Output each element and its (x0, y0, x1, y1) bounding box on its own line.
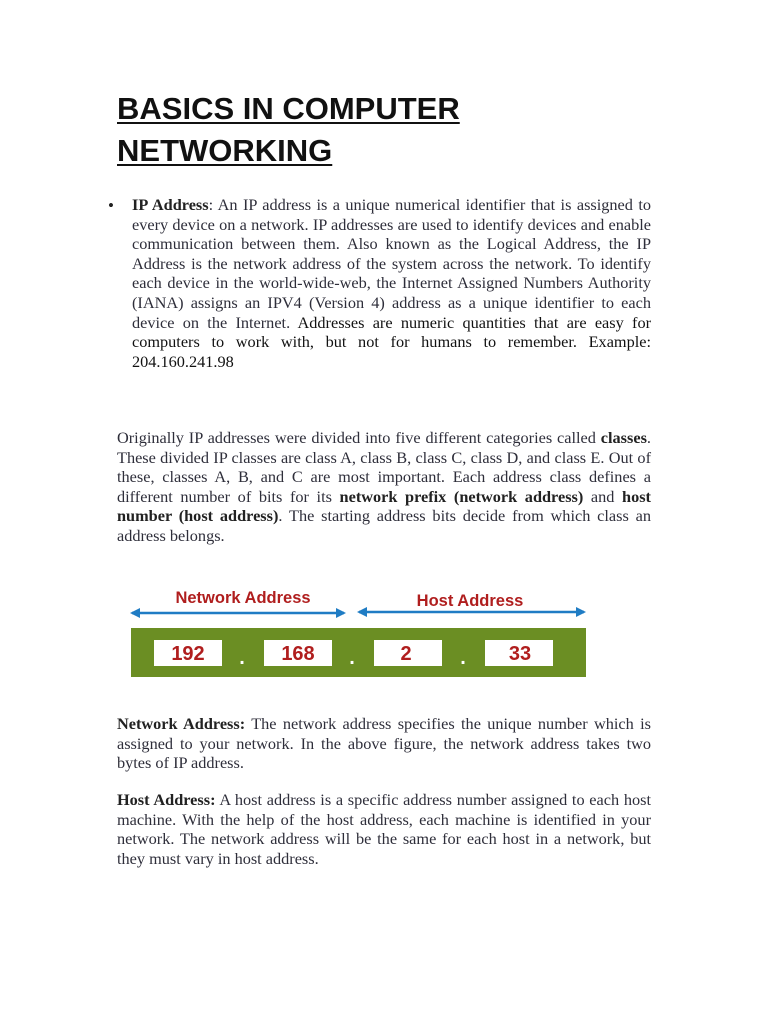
octet-separator: . (349, 647, 355, 669)
octet-value: 168 (281, 643, 315, 665)
page-title-line-1: BASICS IN COMPUTER (117, 91, 460, 126)
network-address-paragraph (117, 714, 651, 773)
host-address-text: A host address is a specific address number assigned to each host machine. With the help of the host address, each machine is identified in your network. The network address will be the same for each host in a network, but they must vary in host address. (117, 790, 651, 868)
network-address-term: Network Address: (117, 714, 246, 733)
page-title-line-2: NETWORKING (117, 133, 333, 168)
bullet-icon: • (108, 196, 114, 215)
classes-term: classes (600, 428, 647, 447)
host-number-term: host number (host address) (117, 486, 651, 526)
ip-address-figure (128, 582, 588, 680)
ip-address-text-2: Addresses are numeric quantities that are easy for computers to work with, but not for humans to remember. Example: 204.160.241.98 (132, 312, 652, 371)
octet-separator: . (460, 647, 466, 669)
network-address-label: Network Address (175, 589, 311, 607)
classes-text-1: Originally IP addresses were divided into five different categories called (117, 428, 601, 447)
ip-address-paragraph (132, 195, 651, 371)
host-address-paragraph (117, 790, 651, 868)
classes-paragraph (117, 428, 651, 546)
classes-text-2: . These divided IP classes are class A, class B, class C, class D, and class E. Out of these, classes A, B, and C are most important. Each address class defines a different number of bits for its (117, 428, 651, 506)
classes-text-4: . The starting address bits decide from which class an address belongs. (117, 506, 651, 545)
ip-address-bullet (132, 195, 651, 371)
network-address-text: The network address specifies the unique number which is assigned to your network. In the above figure, the network address takes two bytes of IP address. (117, 714, 651, 773)
classes-text-3: and (583, 486, 623, 506)
octet-value: 33 (508, 643, 532, 665)
ip-address-term: IP Address (132, 195, 209, 214)
octet-value: 2 (400, 643, 412, 665)
octet-value: 192 (171, 643, 205, 665)
host-address-term: Host Address: (117, 790, 216, 809)
octet-separator: . (239, 647, 245, 669)
ip-address-text: : An IP address is a unique numerical identifier that is assigned to every device on a network. IP addresses are used to identify devices and enable communication between them. Also known as the Logical Address, the IP Address is the network address of the system across the network. To identify each device in the world-wide-web, the Internet Assigned Numbers Authority (IANA) assigns an IPV4 (Version 4) address as a unique identifier to each device on the Internet. (132, 195, 651, 332)
host-address-label: Host Address (416, 592, 524, 610)
page-title (117, 88, 657, 172)
network-prefix-term: network prefix (network address) (339, 486, 584, 506)
